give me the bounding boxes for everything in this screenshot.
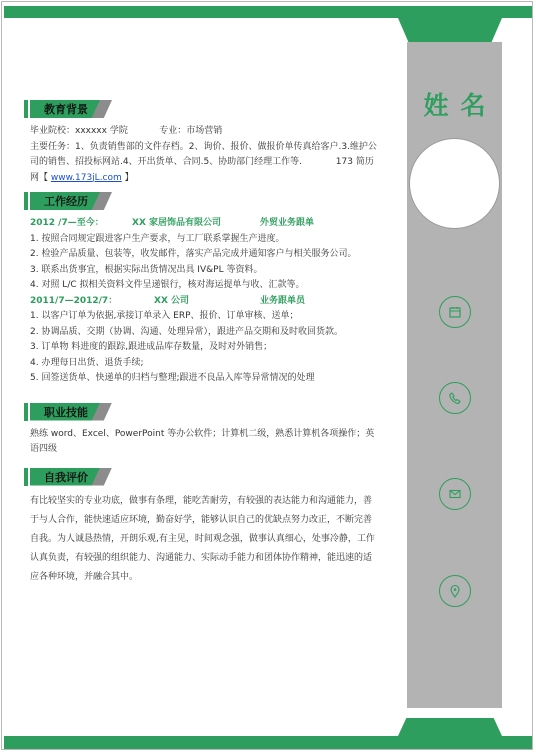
self-eval-title: 自我评价 (44, 470, 88, 484)
job1-position: 外贸业务跟单 (260, 218, 315, 228)
top-accent-bar (4, 6, 532, 18)
job2-item: 5. 回签送货单、快递单的归档与整理;跟进不良品入库等异常情况的处理 (30, 373, 315, 383)
skills-text: 熟练 word、Excel、PowerPoint 等办公软件；计算机二级，熟悉计算机各项操作；英语四级 (30, 428, 375, 454)
skills-title: 职业技能 (44, 405, 88, 419)
job1-company: XX 家居饰品有限公司 (132, 218, 222, 228)
education-title: 教育背景 (44, 103, 88, 116)
job1-item: 3. 联系出货事宜，根据实际出货情况出具 IV&PL 等资料。 (30, 264, 263, 275)
brand-prefix: 173 简历网【 (30, 157, 374, 183)
job1-item: 2. 检验产品质量、包装等，收发邮件，落实产品完成并通知客户与相关服务公司。 (30, 249, 357, 259)
main-content (30, 100, 380, 587)
email-icon (439, 478, 471, 510)
job1-period: 2012 /7—至今： (30, 218, 104, 228)
photo-placeholder (409, 138, 500, 229)
job2-item: 4. 办理每日出货、退货手续; (30, 357, 144, 368)
top-accent-tab (398, 18, 502, 42)
location-icon (439, 575, 471, 607)
job1-item: 4. 对照 L/C 拟相关资料文件呈递银行，核对海运提单与收、汇款等。 (30, 280, 305, 290)
job2-period: 2011/7—2012/7： (30, 295, 118, 306)
bottom-accent-tab (398, 718, 502, 736)
self-eval-text: 有比较坚实的专业功底，做事有条理，能吃苦耐劳，有较强的表达能力和沟通能力，善于与人合作，能快速适应环境，勤奋好学，能够认识自己的优缺点努力改正，不断完善自我。为人诚恳热情，开朗乐观,有主见，时间观念强，做事认真细心，处事冷静，工作认真负责，有较强的组织能力、沟通能力、实际动手能力和团体协作精神，能迅速的适应各种环境，并融合其中。 (30, 495, 375, 582)
candidate-name: 姓名 (423, 91, 498, 120)
job2-position: 业务跟单员 (260, 295, 306, 306)
work-title: 工作经历 (44, 195, 88, 208)
job2-item: 3. 订单物 料进度的跟踪,跟进成品库存数量，及时对外销售； (30, 342, 273, 352)
job1-item: 1. 按照合同规定跟进客户生产要求，与工厂联系掌握生产进度。 (30, 233, 285, 244)
education-duties: 主要任务：1、负责销售部的文件存档。2、询价、报价、做报价单传真给客户.3.维护公司的销售、招投标网站.4、开出货单、合同.5、协助部门经理工作等. 173 简历网【 www.173jL.com 】 (30, 141, 377, 183)
education-school-line: 毕业院校：xxxxxx 学院 专业：市场营销 (30, 126, 223, 136)
job2-item: 1. 以客户订单为依据,承接订单录入 ERP、报价、订单审核、送单； (30, 311, 299, 321)
job2-item: 2. 协调品质、交期（协调、沟通、处理异常），跟进产品交期和及时收回货款。 (30, 326, 343, 337)
bottom-accent-bar (4, 736, 532, 749)
education-section-header (30, 100, 380, 120)
brand-suffix: 】 (124, 172, 134, 183)
calendar-icon (439, 296, 471, 328)
phone-icon (439, 382, 471, 414)
brand-link[interactable]: www.173jL.com (50, 172, 122, 183)
job2-header (30, 294, 380, 310)
skills-section-header (30, 403, 380, 423)
work-section-header (30, 192, 380, 212)
self-eval-section-header (30, 468, 380, 488)
job2-company: XX 公司 (154, 295, 190, 306)
job1-header (30, 216, 380, 232)
